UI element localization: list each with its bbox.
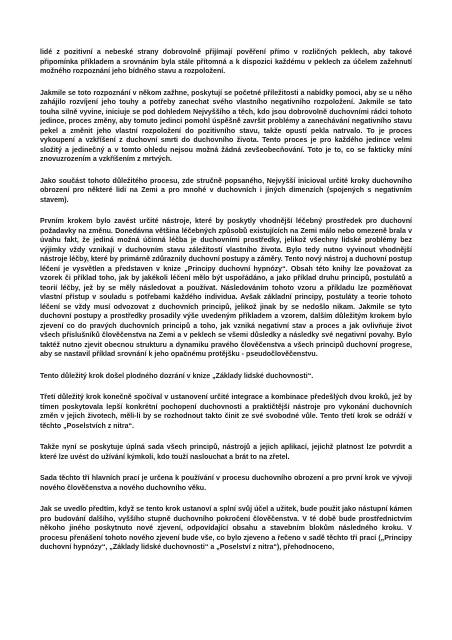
paragraph-5: Tento důležitý krok došel plodného dozrání v knize „Základy lidské duchovnosti“. <box>40 372 314 380</box>
paragraph-2: Jakmile se toto rozpoznání v někom zažhne, poskytují se početné příležitosti a nabídky pomoci, aby se u něho zahájilo rozvíjení jeho touhy a potřeby zanechat svého vlastního negativního rozpoložení. Jakmile se tato touha silně vyvine, iniciuje se pod dohledem Nejvyššího a těch, kdo jsou dobrovolně duchovními rádci tohoto jedince, proces změny, aby tomuto jedinci pomohl úspěšně završit problémy a zanechávání negativního stavu pekel a změnit jeho vlastní rozpoložení do pozitivního stavu, takže opustí pekla natrvalo. To je proces vykoupení a vzkříšení z duchovní smrti do duchovního života. Tento proces je pro každého jedince velmi složitý a jedinečný a v tomto ohledu nejsou možná žádná zevšeobecňování. Toto je to, co se fakticky míní znovuzrozením a vzkříšením z mrtvých. <box>40 89 412 163</box>
paragraph-7: Takže nyní se poskytuje úplná sada všech principů, nástrojů a jejich aplikací, jejichž platnost lze potvrdit a které lze uvést do užívání kýmkoli, kdo touží naslouchat a brát to na zřetel. <box>40 444 412 461</box>
paragraph-6: Třetí důležitý krok konečně spočíval v ustanovení určité integrace a kombinace předešlých dvou kroků, jež by tímen poskytovala lepší konkrétní pochopení duchovnosti a praktičtější nástroje pro vykonání duchovních změn v jejich životech, měli-li by se rozhodnout takto činit ze své svobodné vůle. Tento třetí krok se odráží v těchto „Poselstvích z nitra“. <box>40 394 412 430</box>
paragraph-3: Jako součást tohoto důležitého procesu, zde stručně popsaného, Nejvyšší inicioval určité kroky duchovního obrození pro některé lidi na Zemi a pro mnohé v duchovních i jiných dimenzích (spojených s negativním stavem). <box>40 177 412 204</box>
paragraph-1: lidé z pozitivní a nebeské strany dobrovolně přijímají pověření přímo v rozličných peklech, aby takové připomínka příkladem a srovnáním byla stále přítomná a k dispozici každému v peklech za účelem zažehnutí možného rozpoznání jeho bídného stavu a rozpoložení. <box>40 49 412 75</box>
paragraph-9: Jak se uvedlo předtím, když se tento krok ustanoví a splní svůj účel a užitek, bude použit jako nástupní kámen pro budování dalšího, vyššího stupně duchovního pokročení člověčenstva. V té době bude prostřednictvím někoho jiného poskytnuto nové zjevení, odpovídající obsahu a stavebním blokům následného kroku. V procesu přenášení tohoto nového zjevení bude vše, co bylo zjeveno a řečeno v sadě těchto tří prací („Principy duchovní hypnózy“, „Základy lidské duchovnosti“ a „Poselství z nitra“), přehodnoceno, <box>40 506 412 551</box>
paragraph-8: Sada těchto tří hlavních prací je určena k používání v procesu duchovního obrození a pro první krok ve vývoji nového člověčenstva a nového duchovního věku. <box>40 475 412 492</box>
paragraph-4: Prvním krokem bylo zavést určité nástroje, které by poskytly vhodnější léčebný prostředek pro duchovní požadavky na změnu. Donedávna většina léčebných způsobů existujících na Zemi málo nebo omezeně brala v úvahu fakt, že jediná možná účinná léčba je duchovními prostředky, jelikož všechny lidské problémy bez výjimky vždy vznikají v duchovním stavu záležitostí vlastního života. Bylo tedy nutno vyvinout vhodnější nástroje léčby, které by primárně zdůraznily duchovní postupy a záměry. Tento nový nástroj a duchovní postup léčení je vysvětlen a představen v knize „Principy duchovní hypnózy“. Obsah této knihy lze považovat za vzorek či příklad toho, jak by jakékoli léčení mělo být uspořádáno, a jako příklad druhu principů, postulátů a teorií léčby, jež by se měly následovat a používat. Následováním tohoto vzoru a příkladu lze pozměňovat vlastní přístup v souladu s potřebami každého individua. Avšak základní principy, postuláty a teorie tohoto léčení se vždy musí odvozovat z duchovních principů, jelikož jinak by se nedošlo nikam. Jakmile se tyto duchovní postupy a prostředky prosadily výše uvedeným příkladem a vzorem, dalším důležitým krokem bylo zjevení co do pravých duchovních principů a toho, jak vzniká negativní stav a proces a jak ovlivňuje život všech příslušníků člověčenstva na Zemi a v peklech se všemi důsledky a následky své negativní povahy. Bylo taktéž nutno zjevit obecnou strukturu a dynamiku pravého člověčenstva a všech principů duchovní progrese, aby se nastavil příklad srovnání k jeho opačnému protějšku - pseudočlověčenstvu. <box>40 218 412 358</box>
